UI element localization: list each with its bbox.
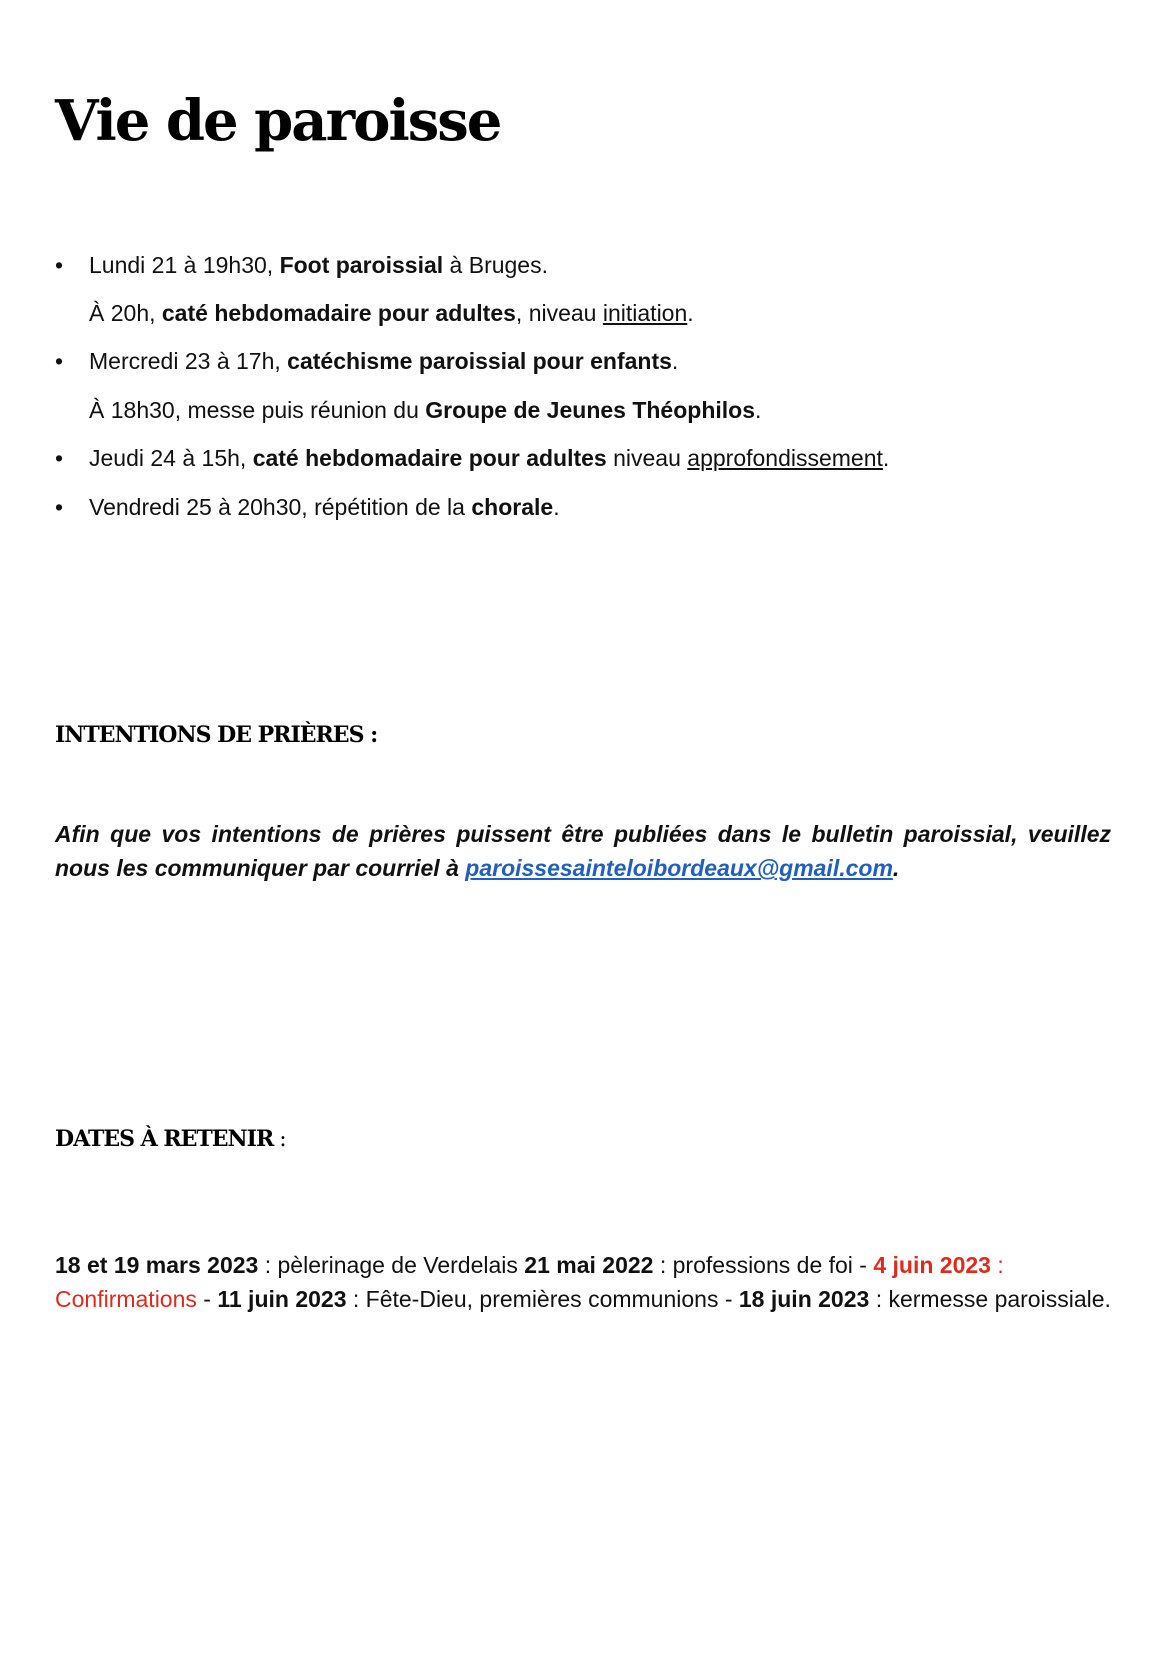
bullet-icon: • <box>55 494 64 520</box>
event-text: Jeudi 24 à 15h, caté hebdomadaire pour adultes niveau approfondissement. <box>89 445 890 471</box>
bullet-icon: • <box>55 252 64 278</box>
page-title: Vie de paroisse <box>55 88 501 154</box>
intentions-heading: INTENTIONS DE PRIÈRES : <box>55 722 378 748</box>
email-link[interactable]: paroissesainteloibordeaux@gmail.com <box>465 855 893 881</box>
bullet-icon: • <box>55 348 64 374</box>
intentions-text: Afin que vos intentions de prières puissent être publiées dans le bulletin paroissial, veuillez nous les communiquer par courriel à paroissesainteloibordeaux@gmail.com. <box>55 821 1111 881</box>
event-text: À 18h30, messe puis réunion du Groupe de Jeunes Théophilos. <box>89 397 762 423</box>
dates-text: 18 et 19 mars 2023 : pèlerinage de Verdelais 21 mai 2022 : professions de foi - 4 juin 2023 : Confirmations - 11 juin 2023 : Fête-Dieu, premières communions - 18 juin 2023 : kermesse paroissiale. <box>55 1252 1111 1312</box>
bullet-icon: • <box>55 445 64 471</box>
event-text: Vendredi 25 à 20h30, répétition de la chorale. <box>89 494 560 520</box>
event-text: Mercredi 23 à 17h, catéchisme paroissial pour enfants. <box>89 348 679 374</box>
highlight-date: 4 juin 2023 <box>873 1252 991 1278</box>
event-text: Lundi 21 à 19h30, Foot paroissial à Bruges. <box>89 252 548 278</box>
dates-heading: DATES À RETENIR : <box>55 1126 286 1152</box>
event-text: À 20h, caté hebdomadaire pour adultes, niveau initiation. <box>89 300 694 326</box>
